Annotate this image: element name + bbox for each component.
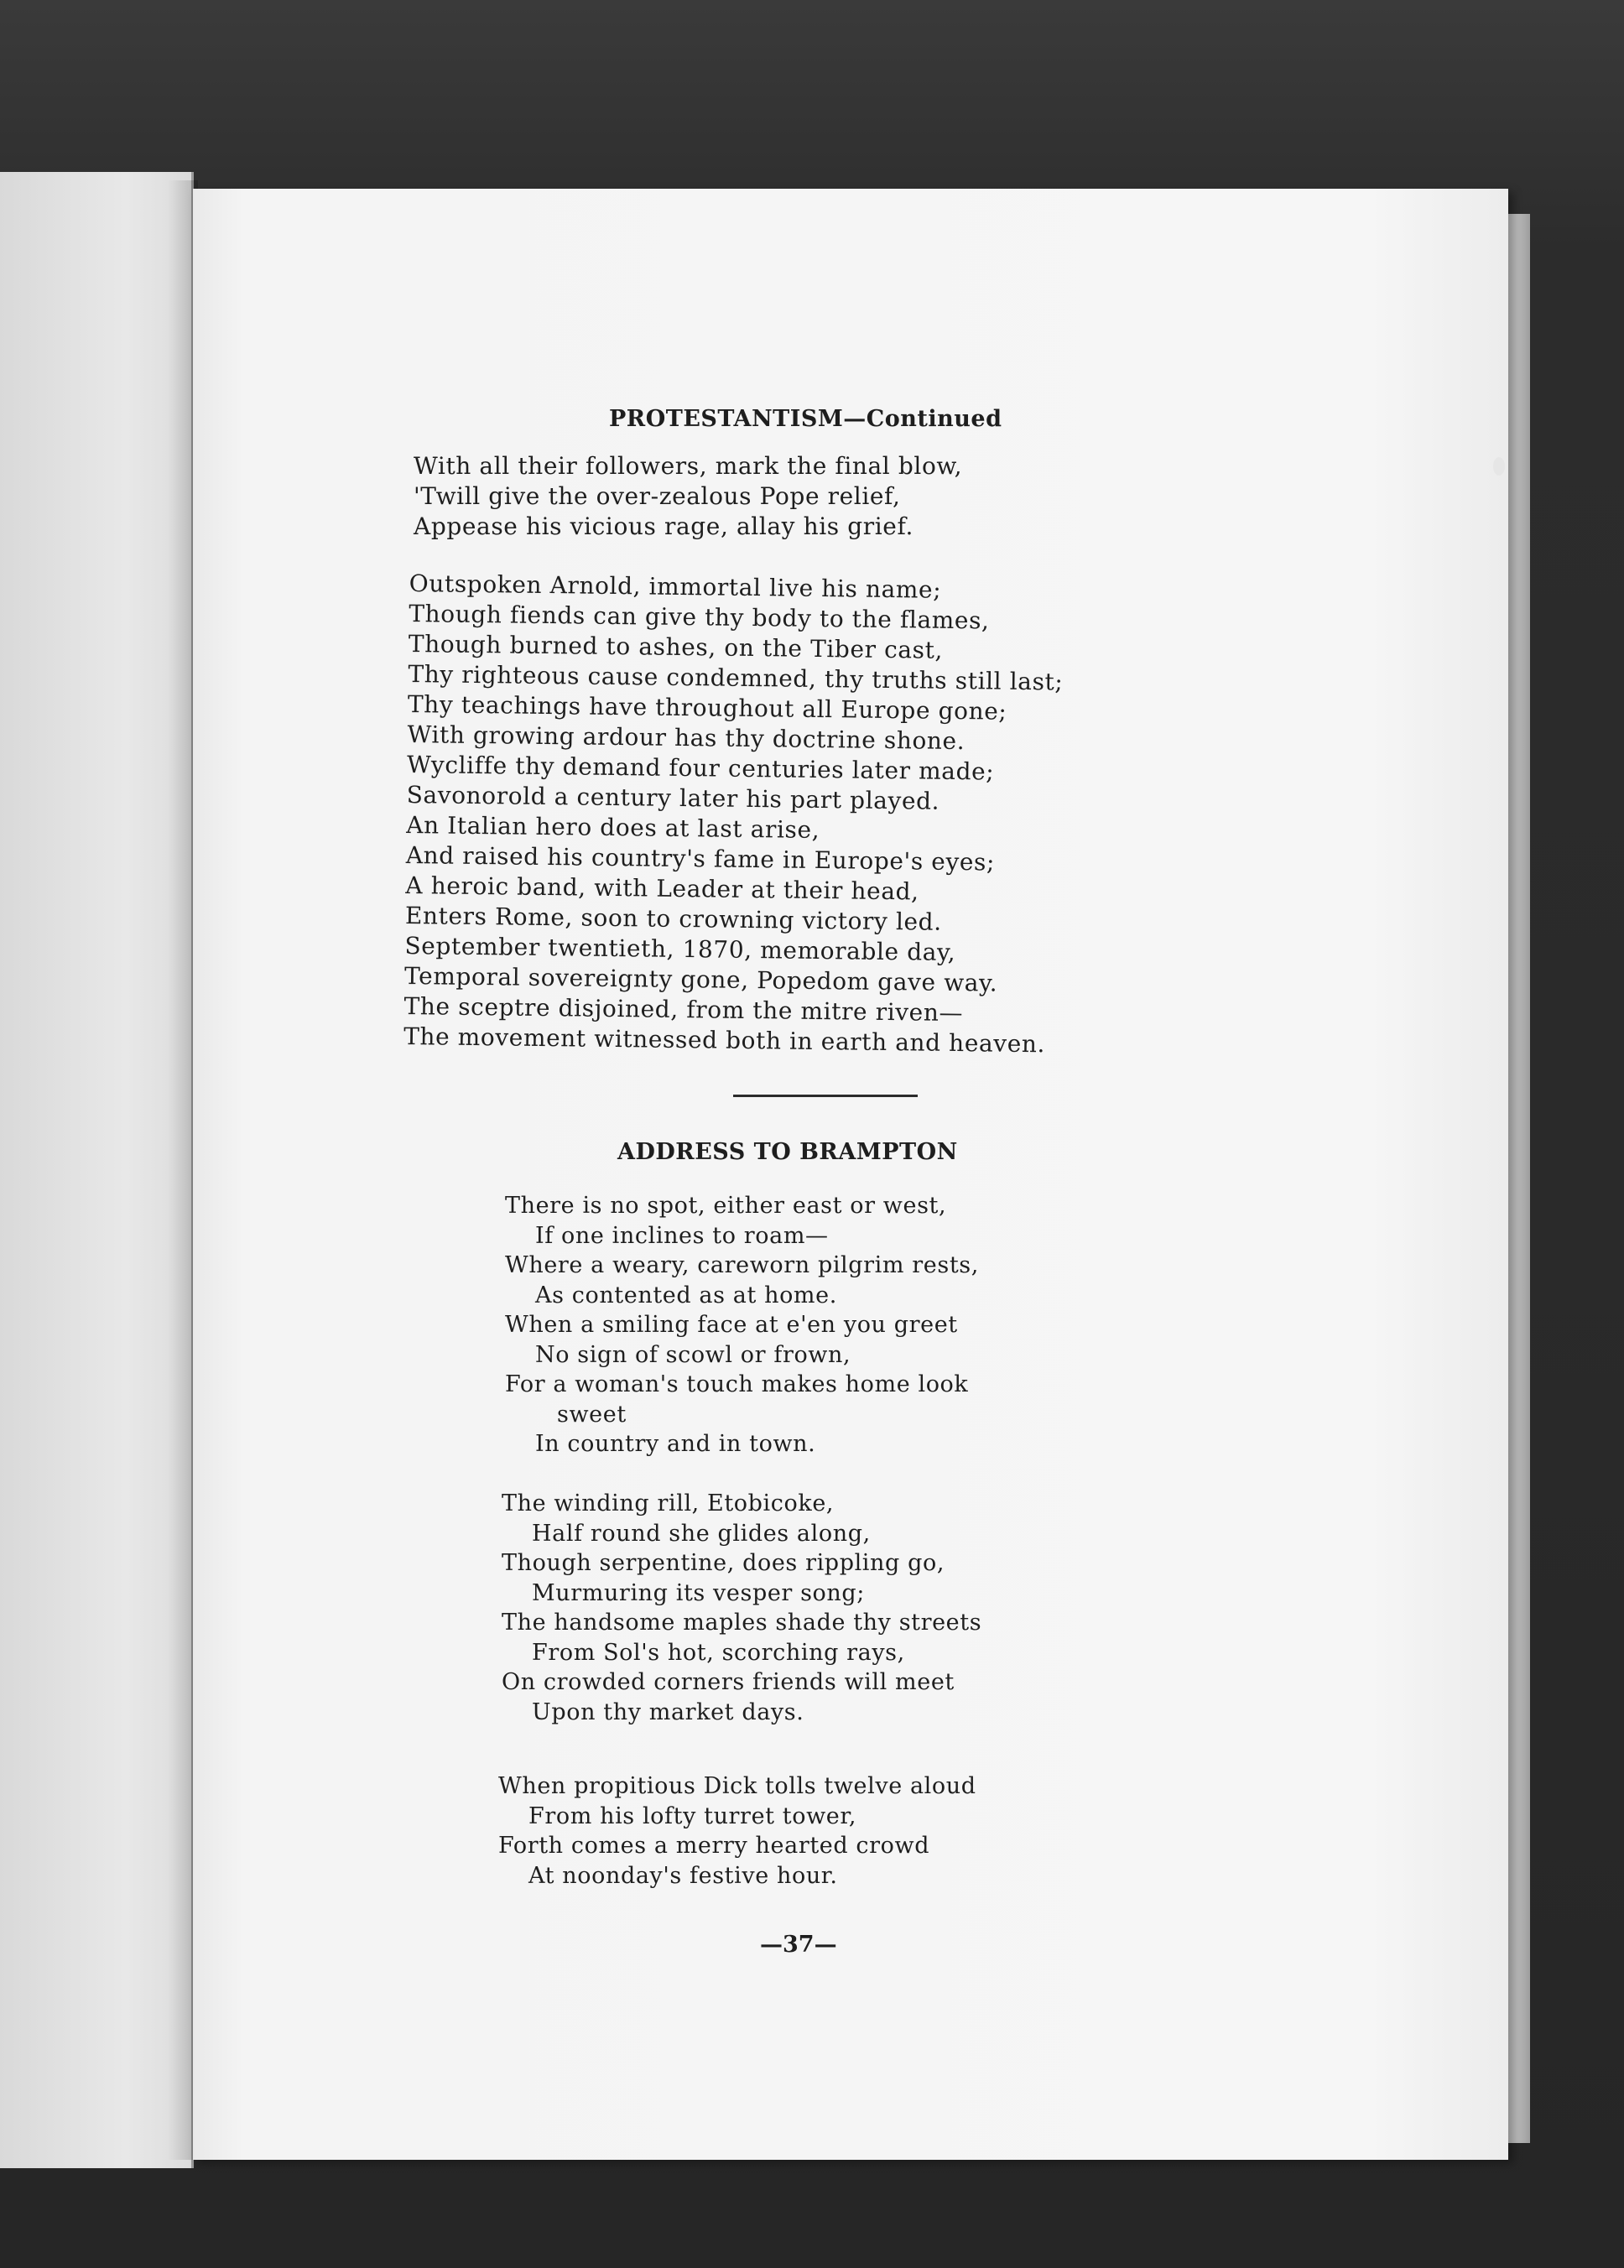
verse-line: Appease his vicious rage, allay his grief.: [414, 512, 914, 540]
verse-line: The movement witnessed both in earth and heaven.: [403, 1022, 1046, 1059]
verse-line: When propitious Dick tolls twelve aloud: [498, 1773, 976, 1799]
verse-line: Though serpentine, does rippling go,: [502, 1550, 945, 1576]
poem-2-stanza-1: [505, 1191, 979, 1459]
verse-line: sweet: [557, 1401, 627, 1428]
verse-line: Though fiends can give thy body to the flames,: [409, 599, 990, 635]
verse-line: At noonday's festive hour.: [528, 1862, 838, 1889]
verse-line: Thy righteous cause condemned, thy truths still last;: [408, 659, 1064, 696]
verse-line: Temporal sovereignty gone, Popedom gave way.: [403, 961, 998, 997]
verse-line: 'Twill give the over-zealous Pope relief,: [414, 482, 901, 510]
verse-line: Enters Rome, soon to crowning victory led.: [404, 901, 942, 936]
verse-line: If one inclines to roam—: [535, 1222, 829, 1249]
verse-line: Thy teachings have throughout all Europe gone;: [407, 689, 1007, 726]
verse-line: In country and in town.: [535, 1431, 816, 1457]
verse-line: Forth comes a merry hearted crowd: [498, 1833, 930, 1859]
poem-2-stanza-2: [502, 1489, 981, 1727]
verse-line: With all their followers, mark the final blow,: [414, 452, 963, 480]
poem-title-protestantism: PROTESTANTISM—Continued: [609, 406, 1002, 432]
poem-title-address-to-brampton: ADDRESS TO BRAMPTON: [617, 1139, 958, 1165]
verse-line: For a woman's touch makes home look: [505, 1371, 969, 1397]
poem-2-stanza-3: [498, 1771, 976, 1891]
verse-line: And raised his country's fame in Europe's eyes;: [405, 840, 996, 877]
verse-line: Wycliffe thy demand four centuries later made;: [406, 750, 995, 786]
verse-line: From Sol's hot, scorching rays,: [532, 1639, 905, 1666]
verse-line: A heroic band, with Leader at their head,: [405, 871, 919, 906]
section-divider: [733, 1095, 918, 1097]
verse-line: From his lofty turret tower,: [528, 1802, 857, 1829]
verse-line: Murmuring its vesper song;: [532, 1579, 865, 1606]
verse-line: As contented as at home.: [535, 1282, 837, 1308]
verse-line: There is no spot, either east or west,: [505, 1193, 947, 1219]
verse-line: No sign of scowl or frown,: [535, 1341, 851, 1368]
verse-line: The sceptre disjoined, from the mitre riven—: [403, 991, 964, 1027]
verse-line: When a smiling face at e'en you greet: [505, 1312, 958, 1338]
verse-line: Half round she glides along,: [532, 1520, 871, 1547]
verse-line: Savonorold a century later his part played.: [406, 780, 940, 815]
verse-line: Though burned to ashes, on the Tiber cast,: [408, 629, 944, 664]
verse-line: The handsome maples shade thy streets: [502, 1610, 982, 1636]
verse-line: Where a weary, careworn pilgrim rests,: [505, 1252, 979, 1278]
poem-1-stanza-2: [403, 569, 1064, 1059]
page-number: —37—: [760, 1932, 837, 1958]
poem-1-stanza-1: [414, 451, 962, 542]
verse-line: September twentieth, 1870, memorable day,: [404, 931, 956, 966]
verse-line: Outspoken Arnold, immortal live his name;: [409, 569, 942, 604]
verse-line: The winding rill, Etobicoke,: [502, 1490, 835, 1516]
verse-line: Upon thy market days.: [532, 1698, 804, 1725]
verse-line: An Italian hero does at last arise,: [406, 810, 820, 844]
verse-line: With growing ardour has thy doctrine shone.: [407, 720, 966, 756]
verse-line: On crowded corners friends will meet: [502, 1669, 955, 1695]
